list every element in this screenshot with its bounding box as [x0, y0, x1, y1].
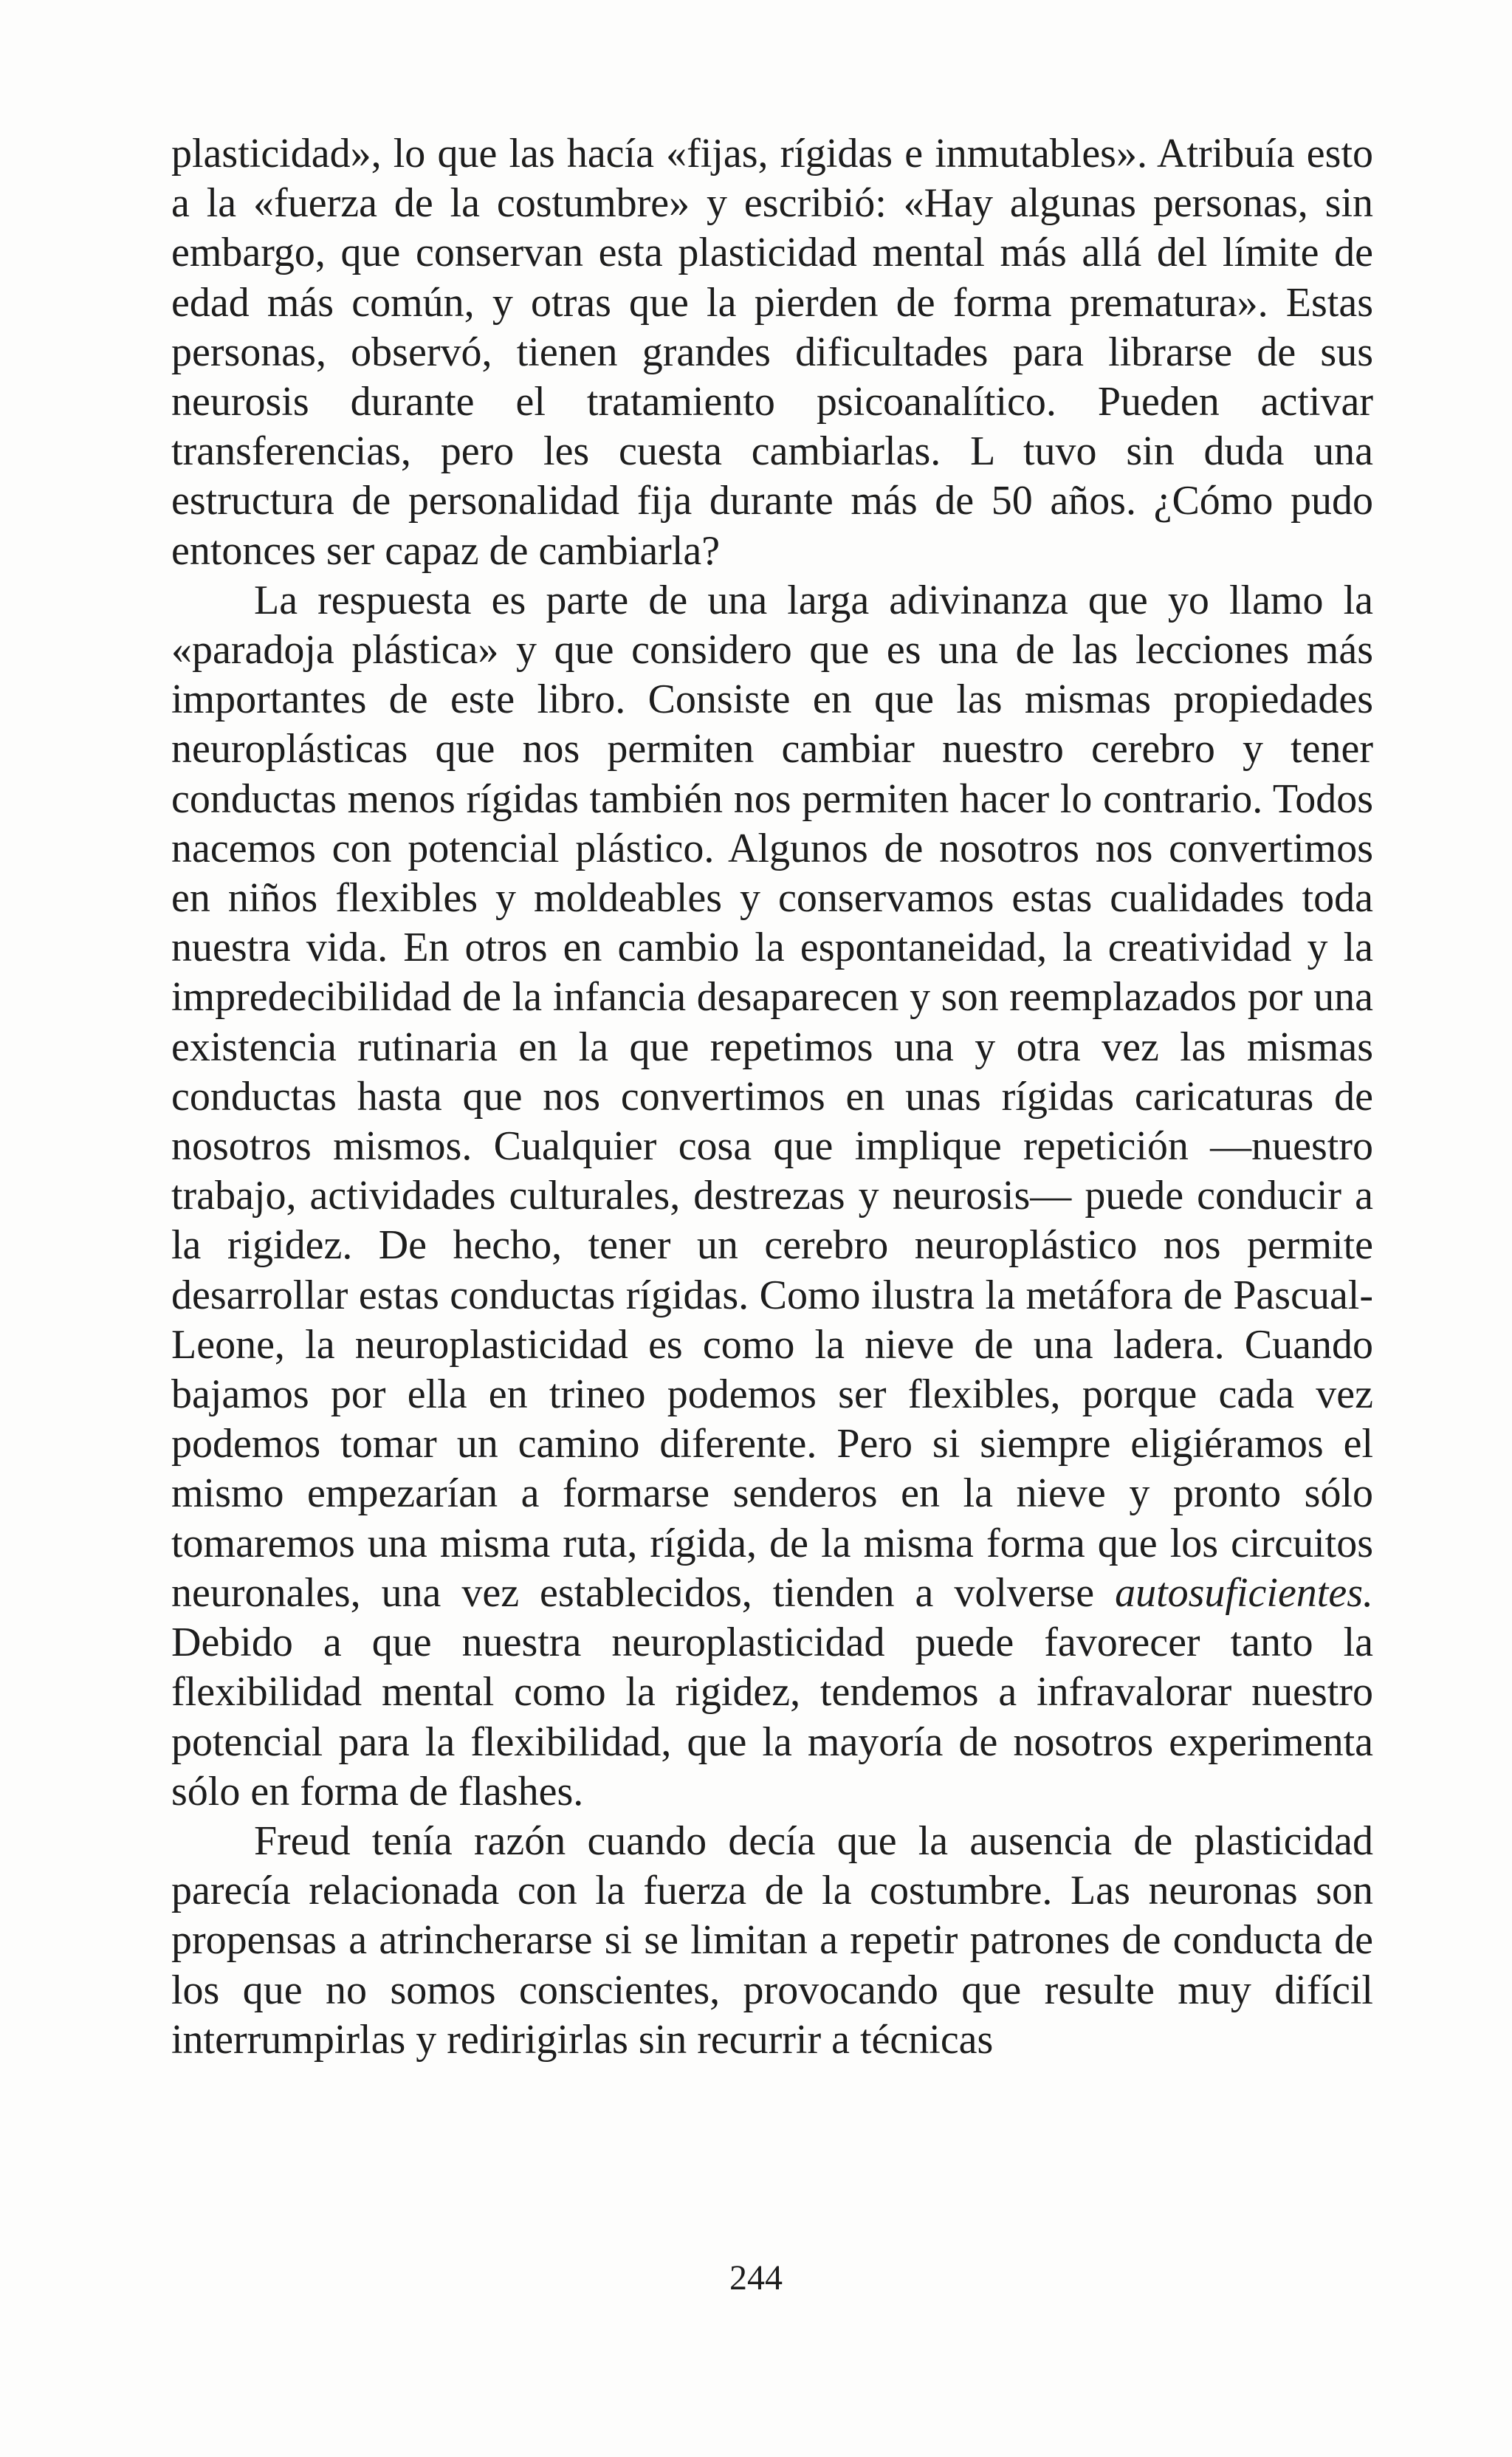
paragraph-3-text: Freud tenía razón cuando decía que la ausencia de plasticidad parecía relacionada con la fuerza de la costumbre. Las neuronas son propensas a atrincherarse si se limitan a repetir patrones de conducta de los que no somos conscientes, provocando que resulte muy difícil interrumpirlas y redirigirlas sin recurrir a técnicas: [171, 1817, 1373, 2063]
paragraph-1-text: plasticidad», lo que las hacía «fijas, rígidas e inmutables». Atribuía esto a la «fuerza de la costumbre» y escribió: «Hay algunas personas, sin embargo, que conservan esta plasticidad mental más allá del límite de edad más común, y otras que la pierden de forma prematura». Estas personas, observó, tienen grandes dificultades para librarse de sus neurosis durante el tratamiento psicoanalítico. Pueden activar transferencias, pero les cuesta cambiarlas. L tuvo sin duda una estructura de personalidad fija durante más de 50 años. ¿Cómo pudo entonces ser capaz de cambiarla?: [171, 131, 1373, 574]
page-number: 244: [729, 2258, 783, 2297]
paragraph-2-text-continued: Debido a que nuestra neuroplasticidad puede favorecer tanto la flexibilidad mental como la rigidez, tendemos a infravalorar nuestro potencial para la flexibilidad, que la mayoría de nosotros experimenta sólo en forma de flashes.: [171, 1620, 1373, 1815]
paragraph-2-text: La respuesta es parte de una larga adivinanza que yo llamo la «paradoja plástica» y que considero que es una de las lecciones más importantes de este libro. Consiste en que las mismas propiedades neuroplásticas que nos permiten cambiar nuestro cerebro y tener conductas menos rígidas también nos permiten hacer lo contrario. Todos nacemos con potencial plástico. Algunos de nosotros nos convertimos en niños flexibles y moldeables y conservamos estas cualidades toda nuestra vida. En otros en cambio la espontaneidad, la creatividad y la impredecibilidad de la infancia desaparecen y son reemplazados por una existencia rutinaria en la que repetimos una y otra vez las mismas conductas hasta que nos convertimos en unas rígidas caricaturas de nosotros mismos. Cualquier cosa que implique repetición —nuestro trabajo, actividades culturales, destrezas y neurosis— puede conducir a la rigidez. De hecho, tener un cerebro neuroplástico nos permite desarrollar estas conductas rígidas. Como ilustra la metáfora de Pascual-Leone, la neuroplasticidad es como la nieve de una ladera. Cuando bajamos por ella en trineo podemos ser flexibles, porque cada vez podemos tomar un camino diferente. Pero si siempre eligiéramos el mismo empezarían a formarse senderos en la nieve y pronto sólo tomaremos una misma ruta, rígida, de la misma forma que los circuitos neuronales, una vez establecidos, tienden a volverse: [171, 577, 1373, 1616]
paragraph-1: [171, 129, 1373, 576]
paragraph-3: [171, 1817, 1373, 2065]
paragraph-2: [171, 576, 1373, 1817]
paragraph-2-emphasis: autosuficientes.: [1115, 1569, 1374, 1616]
body-text: [171, 129, 1373, 2065]
